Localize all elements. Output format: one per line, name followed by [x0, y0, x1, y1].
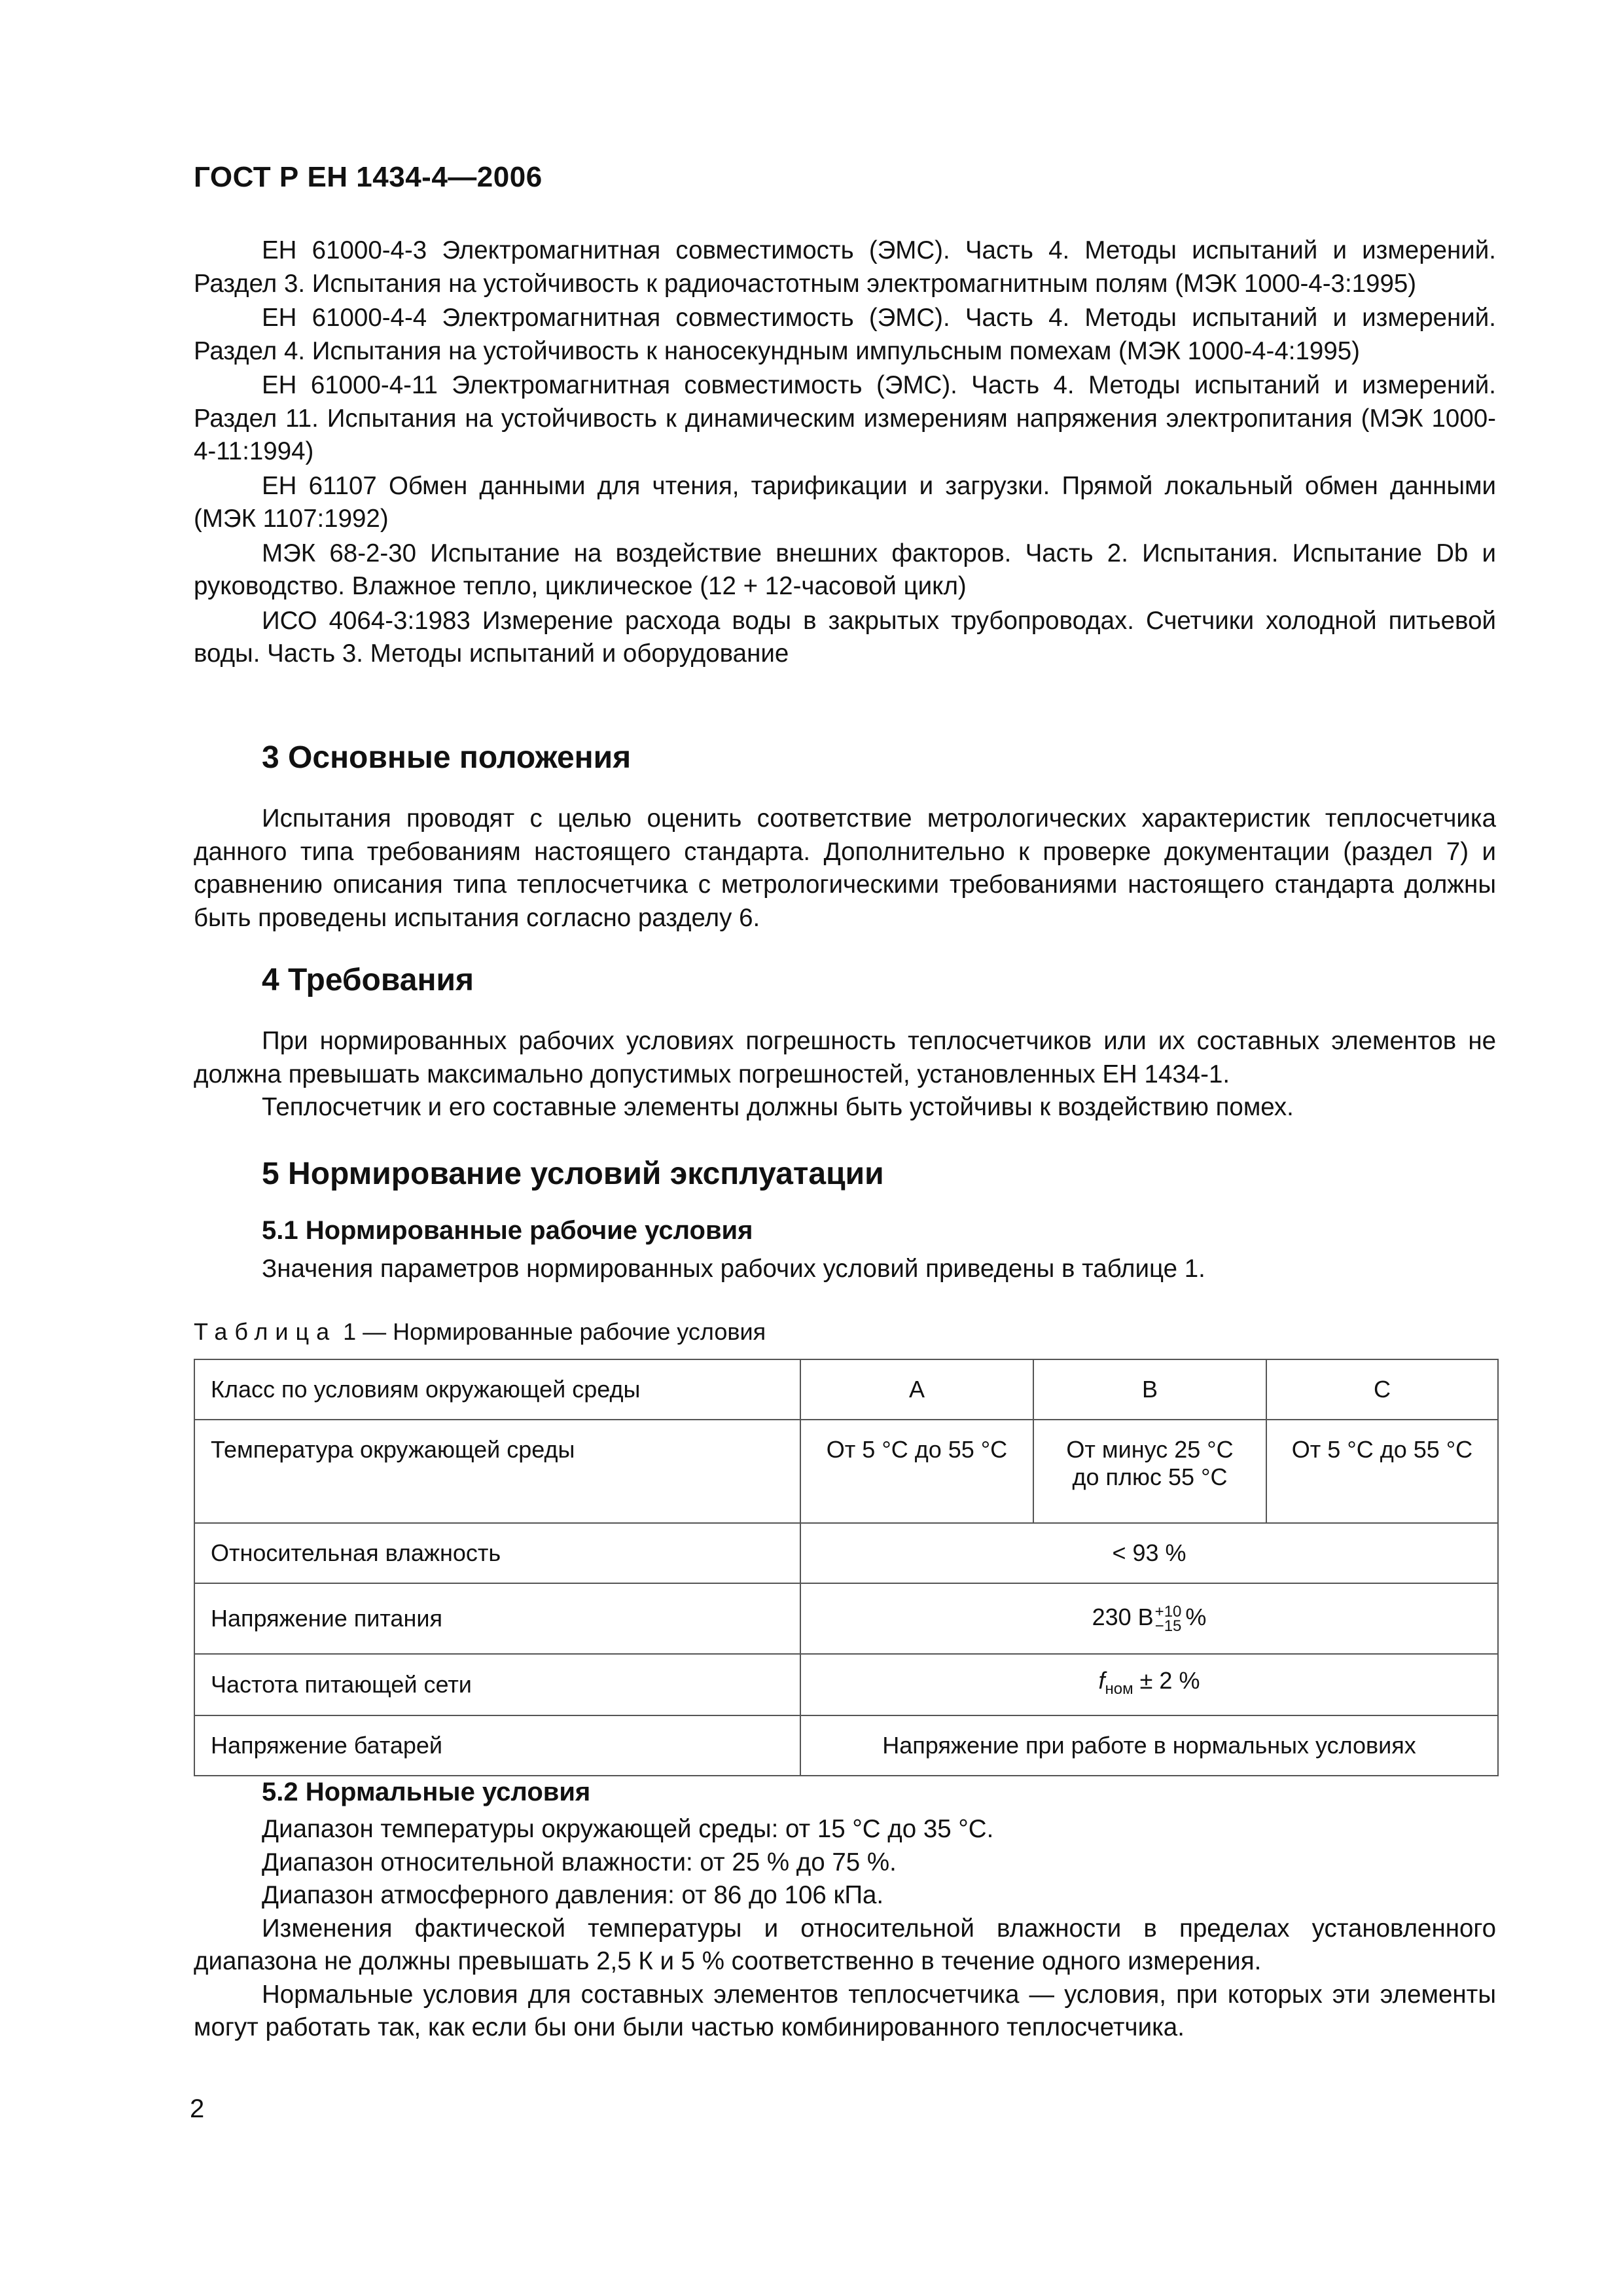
section-3-paragraph: Испытания проводят с целью оценить соответствие метрологических характеристик теплосчетчика данного типа требованиям настоящего стандарта. Дополнительно к проверке документации (раздел 7) и сравнению описания типа теплосчетчика с метрологическими требованиями настоящего стандарта должны быть проведены испытания согласно разделу 6. — [194, 804, 1496, 932]
temperature-class-a: От 5 °С до 55 °С — [800, 1420, 1033, 1523]
reference-item: ЕН 61000-4-11 Электромагнитная совместимость (ЭМС). Часть 4. Методы испытаний и измерений. Раздел 11. Испытания на устойчивость к динамическим измерениям напряжения электропитания (МЭК 1000-4-11:1994) — [194, 371, 1496, 465]
frequency-tolerance: ± 2 % — [1133, 1666, 1200, 1694]
temperature-class-b — [1033, 1420, 1266, 1523]
frequency-symbol: f — [1098, 1666, 1105, 1694]
tolerance-minus: −15 — [1154, 1617, 1182, 1635]
section-4-heading: 4 Требования — [262, 963, 474, 997]
document-code: ГОСТ Р ЕН 1434-4—2006 — [194, 161, 543, 193]
section-4-body — [194, 1025, 1496, 1124]
section-3-body — [194, 802, 1496, 935]
page-number: 2 — [190, 2094, 205, 2123]
row-label-temperature: Температура окружающей среды — [194, 1420, 800, 1523]
table-caption — [194, 1318, 766, 1346]
subsection-5-2-paragraph: Изменения фактической температуры и относительной влажности в пределах установленного диапазона не должны превышать 2,5 К и 5 % соответственно в течение одного измерения. — [194, 1914, 1496, 1975]
table-header-row — [194, 1359, 1498, 1420]
temperature-class-b-line1: От минус 25 °С — [1066, 1436, 1234, 1463]
temperature-class-b-line2: до плюс 55 °С — [1072, 1463, 1228, 1490]
table-row — [194, 1715, 1498, 1776]
reference-item: ЕН 61000-4-4 Электромагнитная совместимость (ЭМС). Часть 4. Методы испытаний и измерений. Раздел 4. Испытания на устойчивость к наносекундным импульсным помехам (МЭК 1000-4-4:1995) — [194, 304, 1496, 365]
frequency-value — [800, 1654, 1498, 1715]
table-caption-title: 1 — Нормированные рабочие условия — [336, 1318, 766, 1345]
temperature-class-c: От 5 °С до 55 °С — [1266, 1420, 1498, 1523]
supply-voltage-tolerance — [1154, 1602, 1182, 1635]
section-3-heading: 3 Основные положения — [262, 740, 632, 775]
reference-item: ЕН 61107 Обмен данными для чтения, тарификации и загрузки. Прямой локальный обмен данными (МЭК 1107:1992) — [194, 471, 1496, 533]
table-header-label: Класс по условиям окружающей среды — [194, 1359, 800, 1420]
row-label-supply-voltage: Напряжение питания — [194, 1583, 800, 1654]
normative-references-list — [194, 234, 1496, 672]
reference-item: МЭК 68-2-30 Испытание на воздействие внешних факторов. Часть 2. Испытания. Испытание Db и руководство. Влажное тепло, циклическое (12 + 12-часовой цикл) — [194, 539, 1496, 600]
table-row — [194, 1654, 1498, 1715]
row-label-battery: Напряжение батарей — [194, 1715, 800, 1776]
tolerance-plus: +10 — [1154, 1602, 1182, 1621]
subsection-5-2-paragraph: Диапазон относительной влажности: от 25 % до 75 %. — [262, 1848, 897, 1876]
table-header-class-a: А — [800, 1359, 1033, 1420]
row-label-humidity: Относительная влажность — [194, 1523, 800, 1583]
humidity-value: < 93 % — [800, 1523, 1498, 1583]
table-header-class-c: С — [1266, 1359, 1498, 1420]
supply-voltage-unit: % — [1185, 1604, 1207, 1631]
battery-value: Напряжение при работе в нормальных условиях — [800, 1715, 1498, 1776]
section-5-heading: 5 Нормирование условий эксплуатации — [262, 1157, 884, 1191]
table-row — [194, 1420, 1498, 1523]
subsection-5-2-paragraph: Диапазон атмосферного давления: от 86 до 106 кПа. — [262, 1881, 884, 1909]
row-label-frequency: Частота питающей сети — [194, 1654, 800, 1715]
subsection-5-2-paragraph: Диапазон температуры окружающей среды: от 15 °С до 35 °С. — [262, 1815, 994, 1843]
subsection-5-1-heading: 5.1 Нормированные рабочие условия — [262, 1216, 753, 1245]
reference-item: ЕН 61000-4-3 Электромагнитная совместимость (ЭМС). Часть 4. Методы испытаний и измерений. Раздел 3. Испытания на устойчивость к радиочастотным электромагнитным полям (МЭК 1000-4-3:1995) — [194, 236, 1496, 298]
supply-voltage-base: 230 В — [1092, 1604, 1154, 1631]
subsection-5-1-body — [194, 1253, 1496, 1286]
subsection-5-1-paragraph: Значения параметров нормированных рабочих условий приведены в таблице 1. — [262, 1255, 1205, 1283]
table-caption-word: Таблица — [194, 1318, 337, 1345]
section-4-paragraph: При нормированных рабочих условиях погрешность теплосчетчиков или их составных элементов не должна превышать максимально допустимых погрешностей, установленных ЕН 1434-1. — [194, 1027, 1496, 1088]
subsection-5-2-body — [194, 1813, 1496, 2045]
operating-conditions-table — [194, 1359, 1499, 1776]
reference-item: ИСО 4064-3:1983 Измерение расхода воды в закрытых трубопроводах. Счетчики холодной питьевой воды. Часть 3. Методы испытаний и оборудование — [194, 606, 1496, 668]
table-header-class-b: В — [1033, 1359, 1266, 1420]
table-row — [194, 1523, 1498, 1583]
subsection-5-2-heading: 5.2 Нормальные условия — [262, 1778, 591, 1806]
frequency-subscript: ном — [1105, 1679, 1133, 1698]
table-row — [194, 1583, 1498, 1654]
section-4-paragraph: Теплосчетчик и его составные элементы должны быть устойчивы к воздействию помех. — [262, 1093, 1294, 1121]
subsection-5-2-paragraph: Нормальные условия для составных элементов теплосчетчика — условия, при которых эти элементы могут работать так, как если бы они были частью комбинированного теплосчетчика. — [194, 1980, 1496, 2041]
supply-voltage-value — [800, 1583, 1498, 1654]
